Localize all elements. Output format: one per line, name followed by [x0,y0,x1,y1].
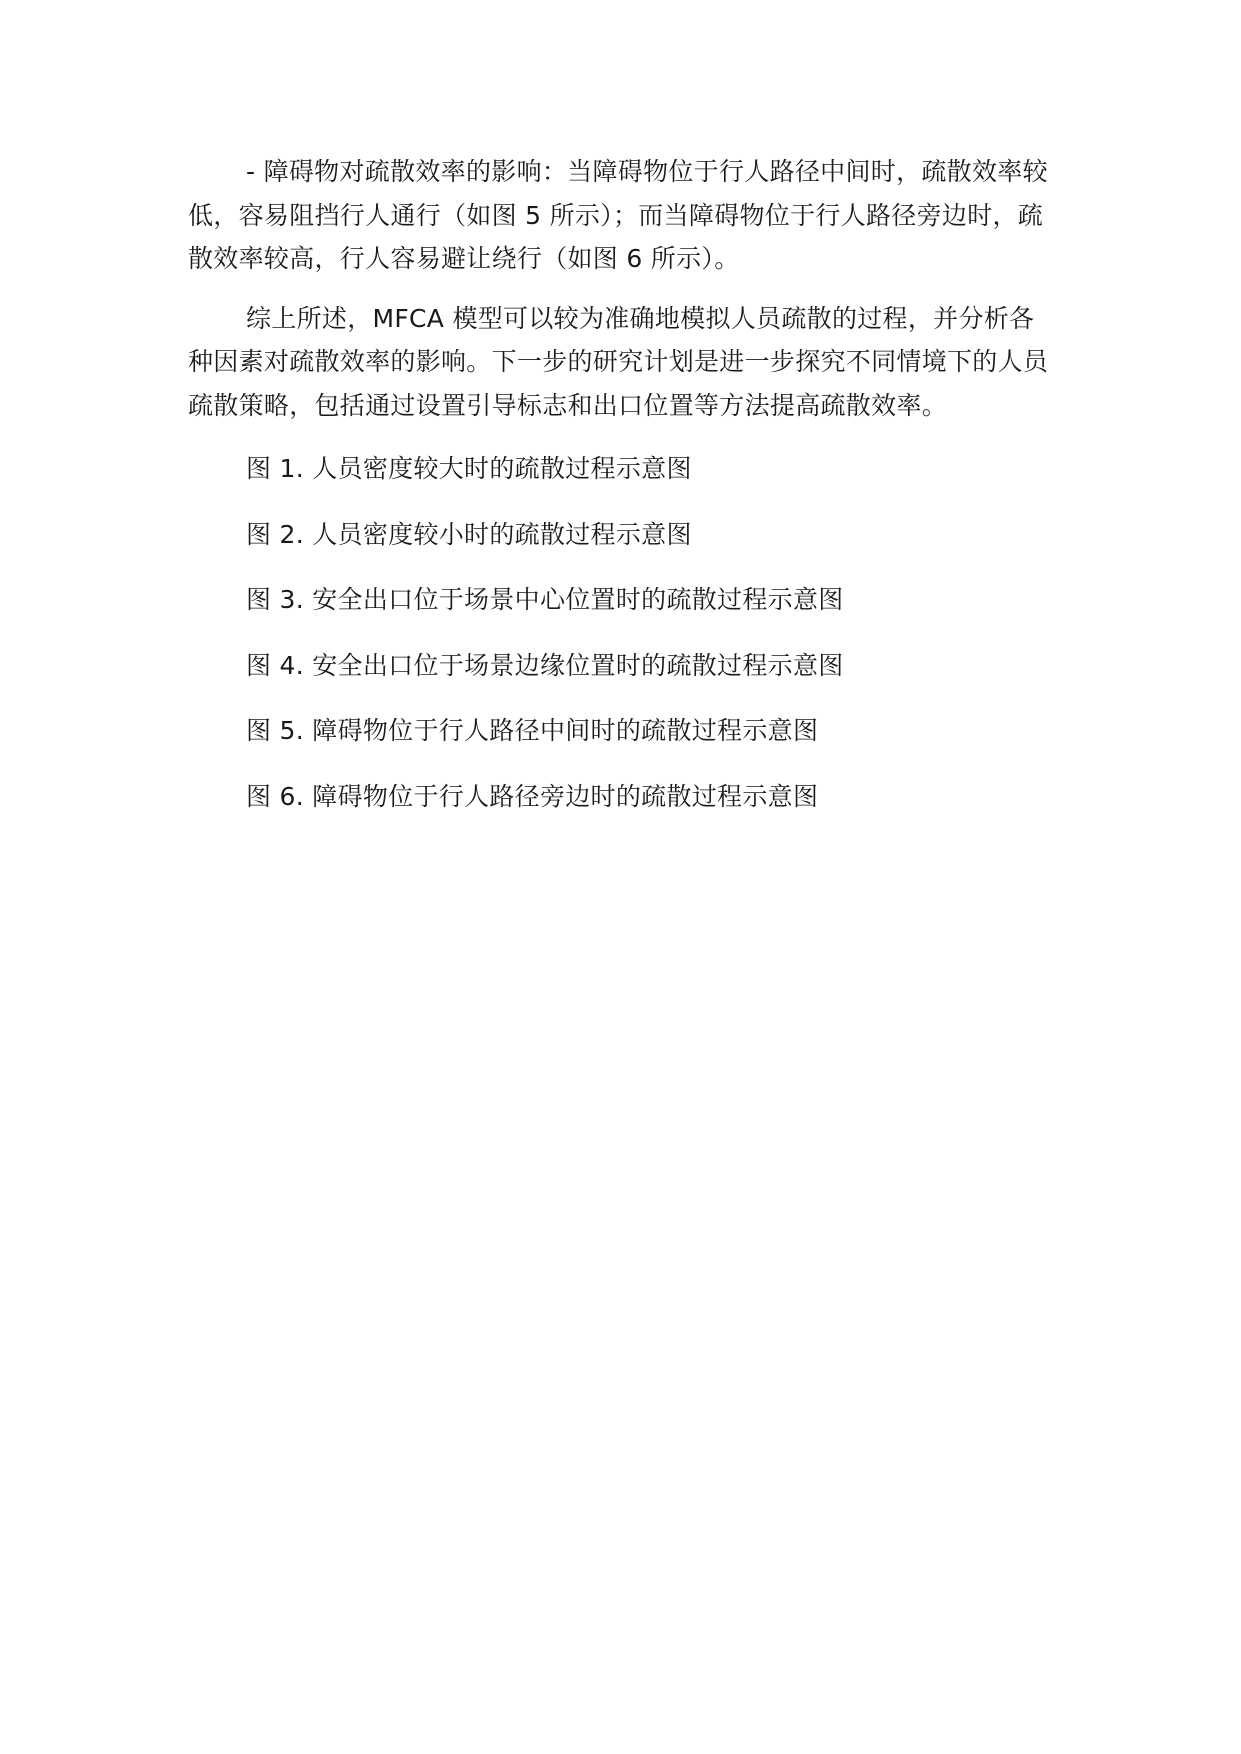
figure-caption-2: 图 2. 人员密度较小时的疏散过程示意图 [246,519,692,549]
paragraph-summary: 综上所述，MFCA 模型可以较为准确地模拟人员疏散的过程，并分析各种因素对疏散效率的影响。下一步的研究计划是进一步探究不同情境下的人员疏散策略，包括通过设置引导标志和出口位置等方法提高疏散效率。 [188,303,1049,420]
figure-caption-5: 图 5. 障碍物位于行人路径中间时的疏散过程示意图 [246,716,819,745]
paragraph-obstacle-effect: - 障碍物对疏散效率的影响：当障碍物位于行人路径中间时，疏散效率较低，容易阻挡行人通行（如图 5 所示）；而当障碍物位于行人路径旁边时，疏散效率较高，行人容易避让绕行（如图 6 所示）。 [188,157,1048,273]
figure-caption-3: 图 3. 安全出口位于场景中心位置时的疏散过程示意图 [246,585,844,614]
figure-caption-6: 图 6. 障碍物位于行人路径旁边时的疏散过程示意图 [246,781,819,811]
figure-caption-list [188,447,1058,818]
figure-caption-1: 图 1. 人员密度较大时的疏散过程示意图 [246,454,692,483]
document-page [188,150,1058,818]
figure-caption-4: 图 4. 安全出口位于场景边缘位置时的疏散过程示意图 [246,650,844,680]
